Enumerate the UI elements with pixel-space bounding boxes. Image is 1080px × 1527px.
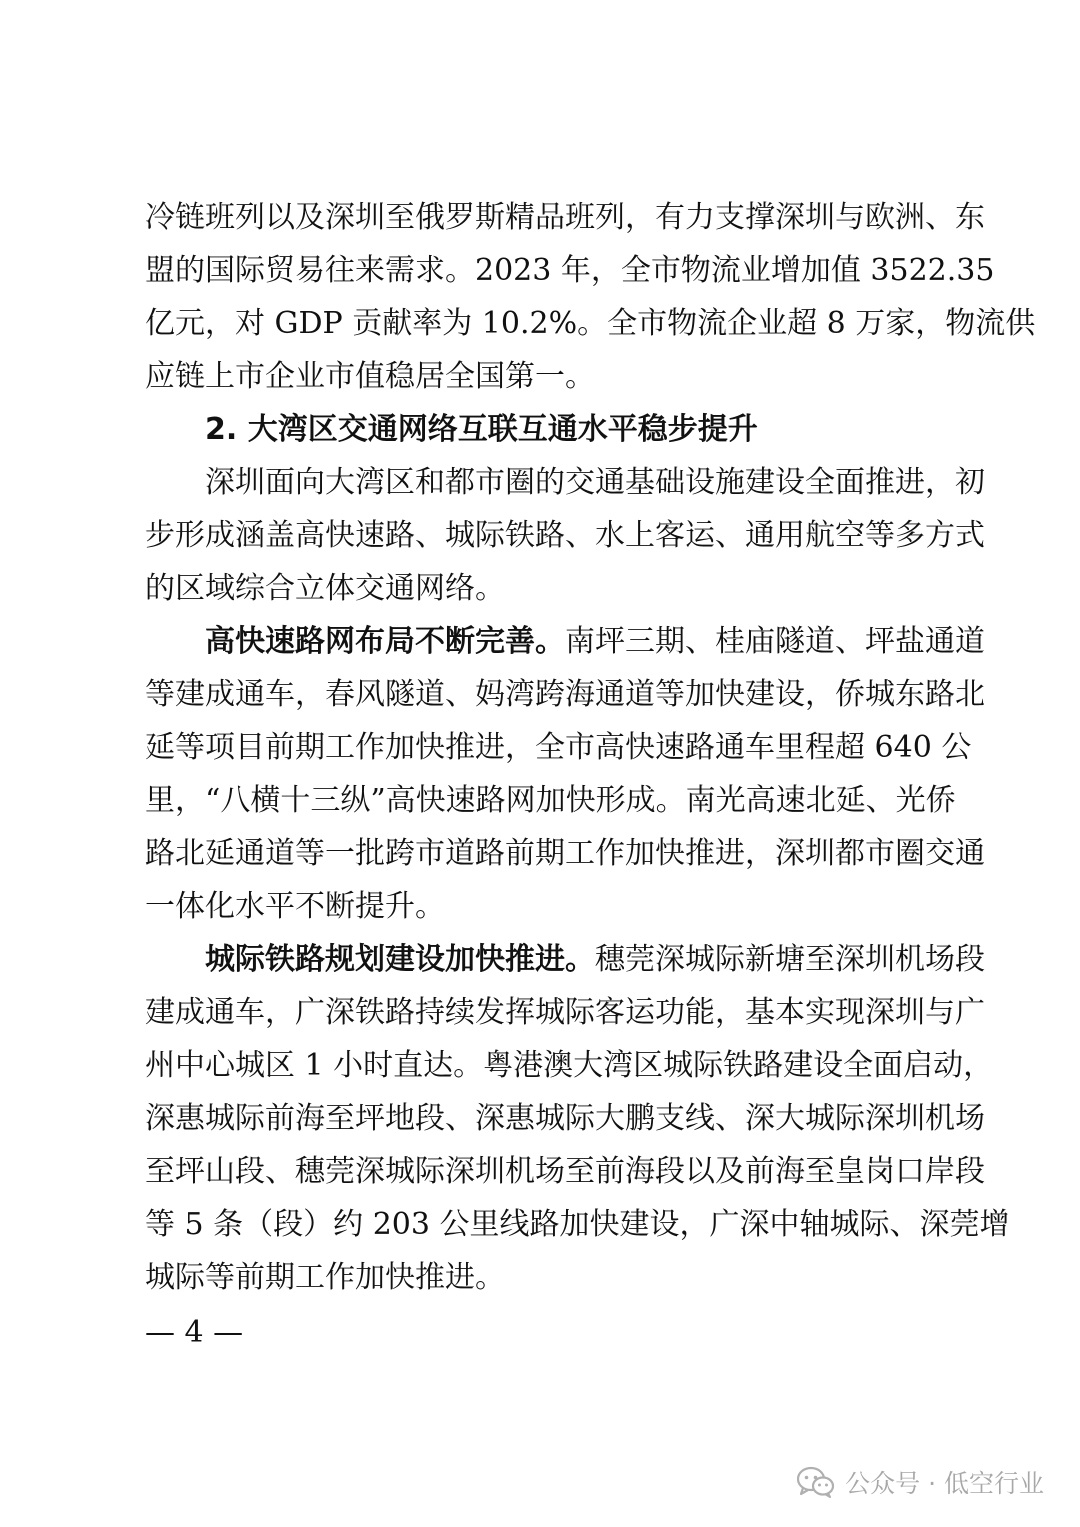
paragraph-expressway bbox=[145, 615, 985, 933]
account-watermark bbox=[797, 1462, 1044, 1502]
text-line: 等建成通车，春风隧道、妈湾跨海通道等加快建设，侨城东路北 bbox=[145, 677, 985, 712]
paragraph-logistics bbox=[145, 191, 1036, 403]
text-line-with-lead bbox=[145, 615, 985, 668]
text-line: 等 5 条（段）约 203 公里线路加快建设，广深中轴城际、深莞增 bbox=[145, 1207, 1010, 1242]
text-line: 步形成涵盖高快速路、城际铁路、水上客运、通用航空等多方式 bbox=[145, 518, 985, 553]
text-line: 路北延通道等一批跨市道路前期工作加快推进，深圳都市圈交通 bbox=[145, 836, 985, 871]
line-rest: 南坪三期、桂庙隧道、坪盐通道 bbox=[565, 624, 985, 659]
text-line: 冷链班列以及深圳至俄罗斯精品班列，有力支撑深圳与欧洲、东 bbox=[145, 200, 985, 235]
wechat-icon bbox=[797, 1466, 835, 1498]
text-line: 建成通车，广深铁路持续发挥城际客运功能，基本实现深圳与广 bbox=[145, 995, 985, 1030]
text-line: 应链上市企业市值稳居全国第一。 bbox=[145, 359, 595, 394]
text-line: 亿元，对 GDP 贡献率为 10.2%。全市物流企业超 8 万家，物流供 bbox=[145, 306, 1036, 341]
text-line: 深惠城际前海至坪地段、深惠城际大鹏支线、深大城际深圳机场 bbox=[145, 1101, 985, 1136]
bold-lead: 高快速路网布局不断完善。 bbox=[205, 624, 565, 659]
text-line: 城际等前期工作加快推进。 bbox=[145, 1260, 505, 1295]
text-line: 至坪山段、穗莞深城际深圳机场至前海段以及前海至皇岗口岸段 bbox=[145, 1154, 985, 1189]
line-rest: 穗莞深城际新塘至深圳机场段 bbox=[595, 942, 985, 977]
bold-lead: 城际铁路规划建设加快推进。 bbox=[205, 942, 595, 977]
text-line: 盟的国际贸易往来需求。2023 年，全市物流业增加值 3522.35 bbox=[145, 253, 995, 288]
text-line: 的区域综合立体交通网络。 bbox=[145, 571, 505, 606]
paragraph-bay-area-network bbox=[145, 456, 985, 615]
watermark-text: 公众号 · 低空行业 bbox=[845, 1469, 1044, 1498]
page-number: — 4 — bbox=[145, 1315, 244, 1350]
text-line: 一体化水平不断提升。 bbox=[145, 889, 445, 924]
text-line: 深圳面向大湾区和都市圈的交通基础设施建设全面推进，初 bbox=[205, 465, 985, 500]
text-line: 延等项目前期工作加快推进，全市高快速路通车里程超 640 公 bbox=[145, 730, 972, 765]
text-line: 里，“八横十三纵”高快速路网加快形成。南光高速北延、光侨 bbox=[145, 783, 956, 818]
document-page bbox=[145, 191, 1036, 1304]
text-line: 州中心城区 1 小时直达。粤港澳大湾区城际铁路建设全面启动， bbox=[145, 1048, 994, 1083]
text-line-with-lead bbox=[145, 933, 985, 986]
section-heading: 2. 大湾区交通网络互联互通水平稳步提升 bbox=[205, 412, 758, 447]
paragraph-intercity-rail bbox=[145, 933, 1010, 1304]
